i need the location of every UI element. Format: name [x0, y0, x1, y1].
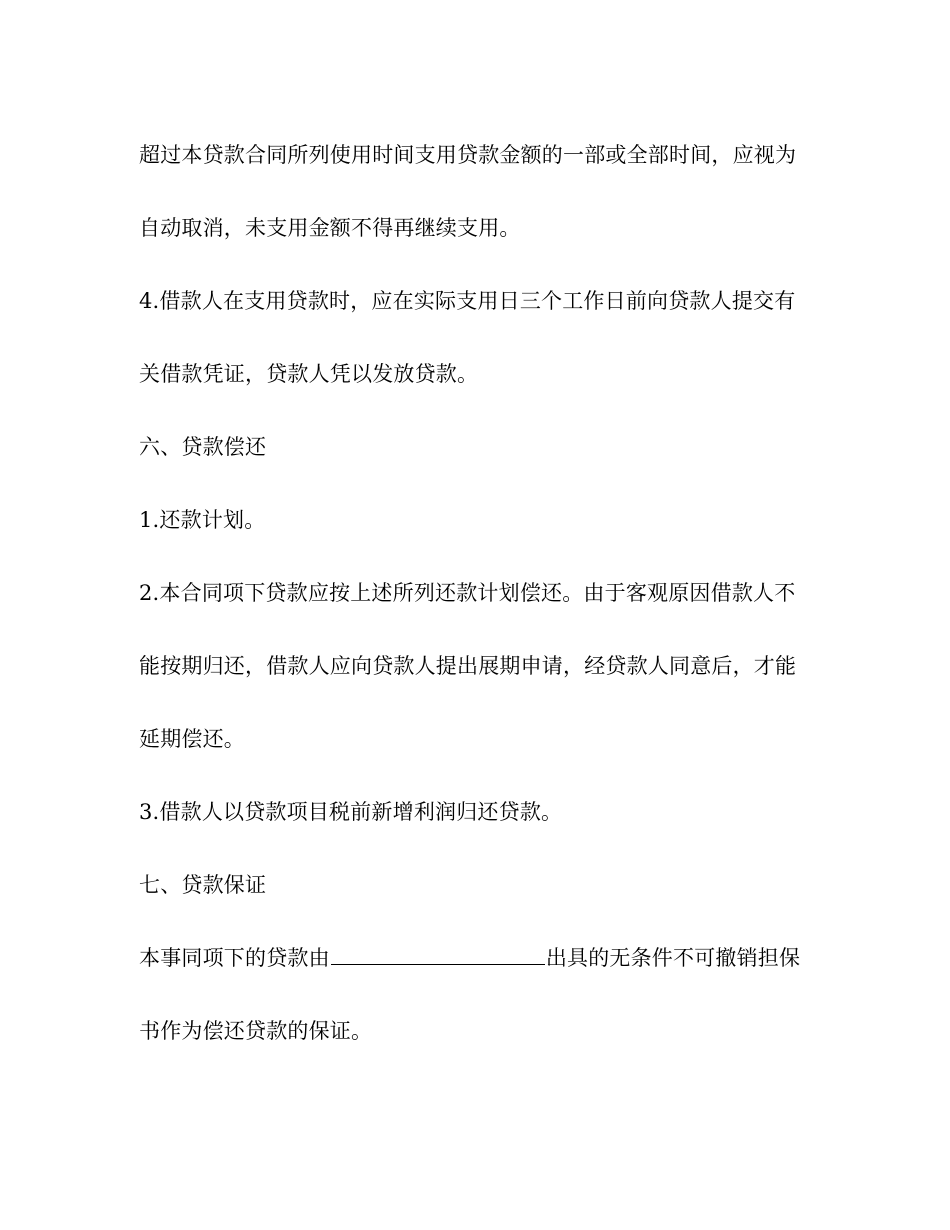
- clause-1-line: 1.还款计划。: [139, 508, 266, 532]
- paragraph-line: 书作为偿还贷款的保证。: [139, 1019, 373, 1043]
- paragraph-line: 超过本贷款合同所列使用时间支用贷款金额的一部或全部时间，应视为: [139, 143, 797, 167]
- clause-4-line: 4.借款人在支用贷款时，应在实际支用日三个工作日前向贷款人提交有: [139, 289, 796, 313]
- section-heading-repayment: 六、贷款偿还: [139, 435, 267, 459]
- guarantee-line: [139, 942, 819, 974]
- paragraph-line: 自动取消，未支用金额不得再继续支用。: [139, 216, 521, 240]
- guarantee-text-after: 出具的无条件不可撤销担保: [545, 946, 801, 970]
- paragraph-line: 关借款凭证，贷款人凭以发放贷款。: [139, 362, 479, 386]
- clause-3-line: 3.借款人以贷款项目税前新增利润归还贷款。: [139, 800, 563, 824]
- guarantor-blank-field[interactable]: [331, 944, 545, 965]
- clause-2-line: 2.本合同项下贷款应按上述所列还款计划偿还。由于客观原因借款人不: [139, 581, 796, 605]
- section-heading-guarantee: 七、贷款保证: [139, 873, 267, 897]
- guarantee-text-before: 本事同项下的贷款由: [139, 946, 330, 970]
- paragraph-line: 延期偿还。: [139, 727, 245, 751]
- paragraph-line: 能按期归还，借款人应向贷款人提出展期申请，经贷款人同意后，才能: [139, 654, 797, 678]
